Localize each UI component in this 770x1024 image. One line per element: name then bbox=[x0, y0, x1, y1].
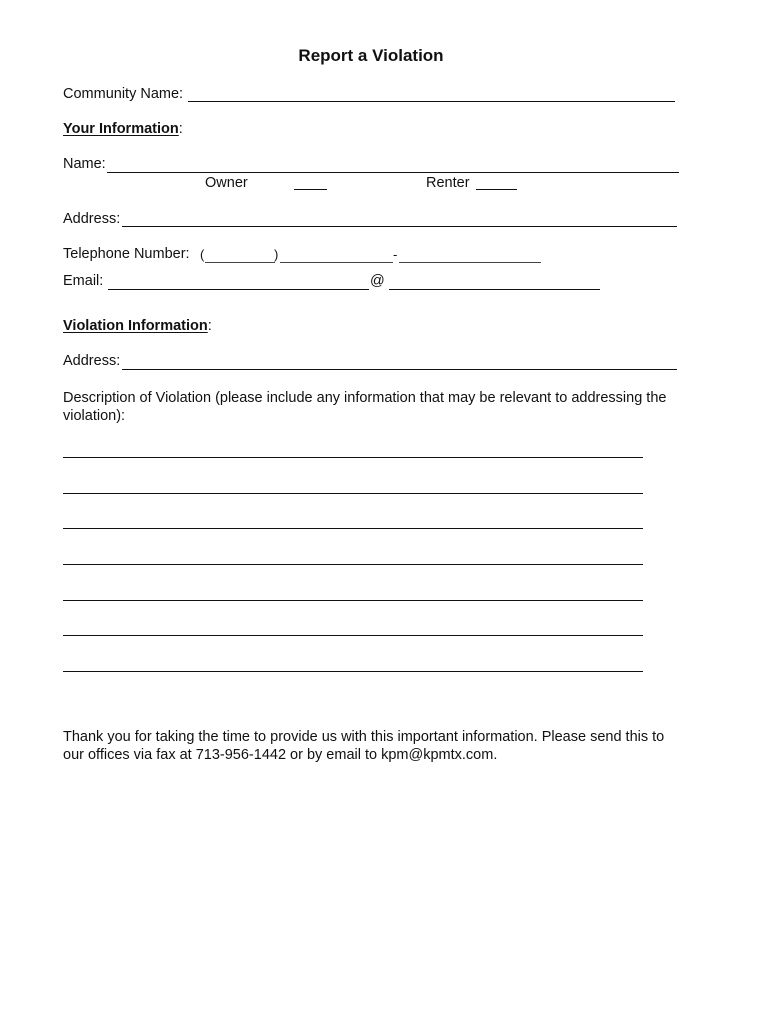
your-information-heading-colon: : bbox=[178, 121, 183, 137]
email-domain-field[interactable] bbox=[389, 289, 600, 290]
violation-information-heading-colon: : bbox=[207, 318, 212, 334]
email-user-field[interactable] bbox=[108, 289, 369, 290]
description-line[interactable] bbox=[63, 457, 643, 458]
phone-dash: - bbox=[393, 247, 398, 262]
owner-label: Owner bbox=[205, 175, 248, 191]
renter-label: Renter bbox=[426, 175, 470, 191]
email-at-sign: @ bbox=[370, 273, 385, 289]
phone-prefix-field[interactable] bbox=[280, 262, 393, 263]
telephone-label: Telephone Number: bbox=[63, 246, 190, 262]
owner-checkbox-blank[interactable] bbox=[294, 189, 327, 190]
phone-open-paren: ( bbox=[200, 247, 205, 262]
description-line[interactable] bbox=[63, 635, 643, 636]
description-label: Description of Violation (please include any information that may be relevant to addressing the violation): bbox=[63, 390, 667, 424]
name-label: Name: bbox=[63, 156, 106, 172]
your-information-heading bbox=[63, 122, 183, 137]
community-name-field[interactable] bbox=[188, 101, 675, 102]
phone-area-code-field[interactable] bbox=[205, 262, 275, 263]
description-line[interactable] bbox=[63, 671, 643, 672]
description-line[interactable] bbox=[63, 564, 643, 565]
violation-information-heading-text: Violation Information bbox=[63, 318, 208, 334]
email-label: Email: bbox=[63, 273, 104, 289]
address-label: Address: bbox=[63, 211, 121, 227]
page-title: Report a Violation bbox=[298, 46, 444, 65]
thank-you-text: Thank you for taking the time to provide us with this important information. Please send this to our offices via fax at 713-956-1442 or by email to kpm@kpmtx.com. bbox=[63, 729, 665, 763]
description-line[interactable] bbox=[63, 600, 643, 601]
description-line[interactable] bbox=[63, 493, 643, 494]
violation-address-field[interactable] bbox=[122, 369, 677, 370]
community-name-label: Community Name: bbox=[63, 86, 184, 102]
violation-address-label: Address: bbox=[63, 353, 121, 369]
your-information-heading-text: Your Information bbox=[63, 121, 179, 137]
renter-checkbox-blank[interactable] bbox=[476, 189, 517, 190]
violation-information-heading bbox=[63, 319, 212, 334]
phone-close-paren: ) bbox=[274, 247, 279, 262]
phone-line-field[interactable] bbox=[399, 262, 541, 263]
address-field[interactable] bbox=[122, 226, 677, 227]
description-line[interactable] bbox=[63, 528, 643, 529]
name-field[interactable] bbox=[107, 172, 679, 173]
